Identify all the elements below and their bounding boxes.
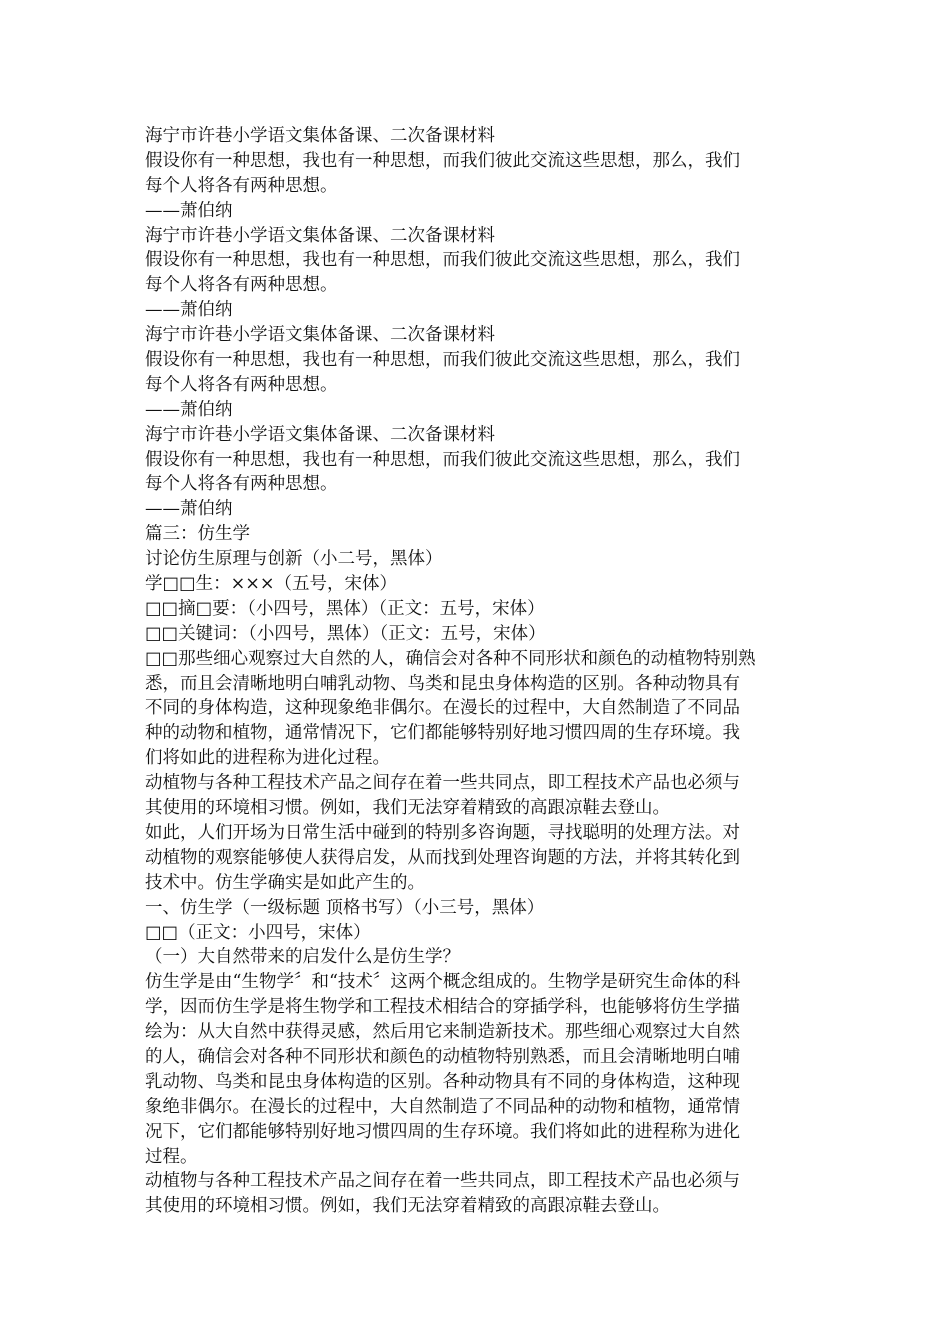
paragraph [145, 423, 805, 448]
text-line: 的人，确信会对各种不同形状和颜色的动植物特别熟悉，而且会清晰地明白哺 [145, 1046, 740, 1067]
text-line: 悉，而且会清晰地明白哺乳动物、鸟类和昆虫身体构造的区别。各种动物具有 [145, 673, 740, 694]
text-line: 动植物与各种工程技术产品之间存在着一些共同点，即工程技术产品也必须与 [145, 1171, 740, 1192]
text-line: 种的动物和植物，通常情况下，它们都能够特别好地习惯四周的生存环境。我 [145, 723, 740, 744]
paragraph [145, 572, 805, 597]
paragraph [145, 945, 805, 970]
text-line: 其使用的环境相习惯。例如，我们无法穿着精致的高跟凉鞋去登山。 [145, 798, 670, 819]
text-line: 假设你有一种思想，我也有一种思想，而我们彼此交流这些思想，那么，我们 [145, 150, 740, 171]
paragraph [145, 547, 805, 572]
paragraph [145, 970, 805, 1169]
text-line: 绘为：从大自然中获得灵感，然后用它来制造新技术。那些细心观察过大自然 [145, 1022, 740, 1043]
paragraph [145, 771, 805, 821]
text-line: 学，因而仿生学是将生物学和工程技术相结合的穿插学科，也能够将仿生学描 [145, 997, 740, 1018]
text-line: 动植物的观察能够使人获得启发，从而找到处理咨询题的方法，并将其转化到 [145, 847, 740, 868]
text-line: ——萧伯纳 [145, 399, 233, 420]
text-line: 海宁市许巷小学语文集体备课、二次备课材料 [145, 126, 495, 146]
paragraph [145, 199, 805, 224]
text-line: 假设你有一种思想，我也有一种思想，而我们彼此交流这些思想，那么，我们 [145, 350, 740, 371]
paragraph [145, 522, 805, 547]
paragraph [145, 921, 805, 946]
text-line: 况下，它们都能够特别好地习惯四周的生存环境。我们将如此的进程称为进化 [145, 1121, 740, 1142]
text-line: 不同的身体构造，这种现象绝非偶尔。在漫长的过程中，大自然制造了不同品 [145, 698, 740, 719]
text-line: 一、仿生学（一级标题 顶格书写）（小三号，黑体） [145, 897, 545, 918]
text-line: 仿生学是由“生物学〞和“技术〞这两个概念组成的。生物学是研究生命体的科 [145, 972, 741, 993]
paragraph [145, 348, 805, 398]
text-line: 过程。 [145, 1146, 198, 1167]
text-line: （一）大自然带来的启发什么是仿生学？ [145, 947, 460, 968]
text-line: 每个人将各有两种思想。 [145, 474, 338, 495]
text-line: 每个人将各有两种思想。 [145, 275, 338, 296]
text-line: ——萧伯纳 [145, 499, 233, 520]
paragraph [145, 124, 805, 149]
text-line: 海宁市许巷小学语文集体备课、二次备课材料 [145, 424, 495, 445]
paragraph [145, 149, 805, 199]
paragraph [145, 398, 805, 423]
document-page [145, 124, 805, 1219]
text-line: 技术中。仿生学确实是如此产生的。 [145, 872, 425, 893]
paragraph [145, 323, 805, 348]
text-line: ——萧伯纳 [145, 300, 233, 321]
paragraph [145, 821, 805, 896]
text-line: 们将如此的进程称为进化过程。 [145, 748, 390, 769]
text-line: □□关键词：（小四号，黑体）（正文：五号，宋体） [145, 623, 546, 644]
text-line: □□那些细心观察过大自然的人，确信会对各种不同形状和颜色的动植物特别熟 [145, 648, 756, 669]
paragraph [145, 298, 805, 323]
text-line: 讨论仿生原理与创新（小二号，黑体） [145, 549, 443, 570]
text-line: 动植物与各种工程技术产品之间存在着一些共同点，即工程技术产品也必须与 [145, 773, 740, 794]
paragraph [145, 896, 805, 921]
text-line: 学□□生：×××（五号，宋体） [145, 574, 398, 595]
text-line: 海宁市许巷小学语文集体备课、二次备课材料 [145, 325, 495, 346]
text-line: 每个人将各有两种思想。 [145, 374, 338, 395]
paragraph [145, 622, 805, 647]
paragraph [145, 497, 805, 522]
text-line: 海宁市许巷小学语文集体备课、二次备课材料 [145, 225, 495, 246]
text-line: □□（正文：小四号，宋体） [145, 922, 371, 943]
text-line: 如此，人们开场为日常生活中碰到的特别多咨询题，寻找聪明的处理方法。对 [145, 822, 740, 843]
text-line: 其使用的环境相习惯。例如，我们无法穿着精致的高跟凉鞋去登山。 [145, 1196, 670, 1217]
paragraph [145, 248, 805, 298]
text-line: □□摘□要：（小四号，黑体）（正文：五号，宋体） [145, 598, 545, 619]
paragraph [145, 647, 805, 771]
paragraph [145, 448, 805, 498]
paragraph [145, 597, 805, 622]
text-line: 每个人将各有两种思想。 [145, 175, 338, 196]
text-line: 象绝非偶尔。在漫长的过程中，大自然制造了不同品种的动物和植物，通常情 [145, 1096, 740, 1117]
text-line: 篇三：仿生学 [145, 524, 250, 545]
text-line: 假设你有一种思想，我也有一种思想，而我们彼此交流这些思想，那么，我们 [145, 449, 740, 470]
paragraph [145, 224, 805, 249]
paragraph [145, 1169, 805, 1219]
text-line: 乳动物、鸟类和昆虫身体构造的区别。各种动物具有不同的身体构造，这种现 [145, 1071, 740, 1092]
text-line: ——萧伯纳 [145, 200, 233, 221]
text-line: 假设你有一种思想，我也有一种思想，而我们彼此交流这些思想，那么，我们 [145, 250, 740, 271]
